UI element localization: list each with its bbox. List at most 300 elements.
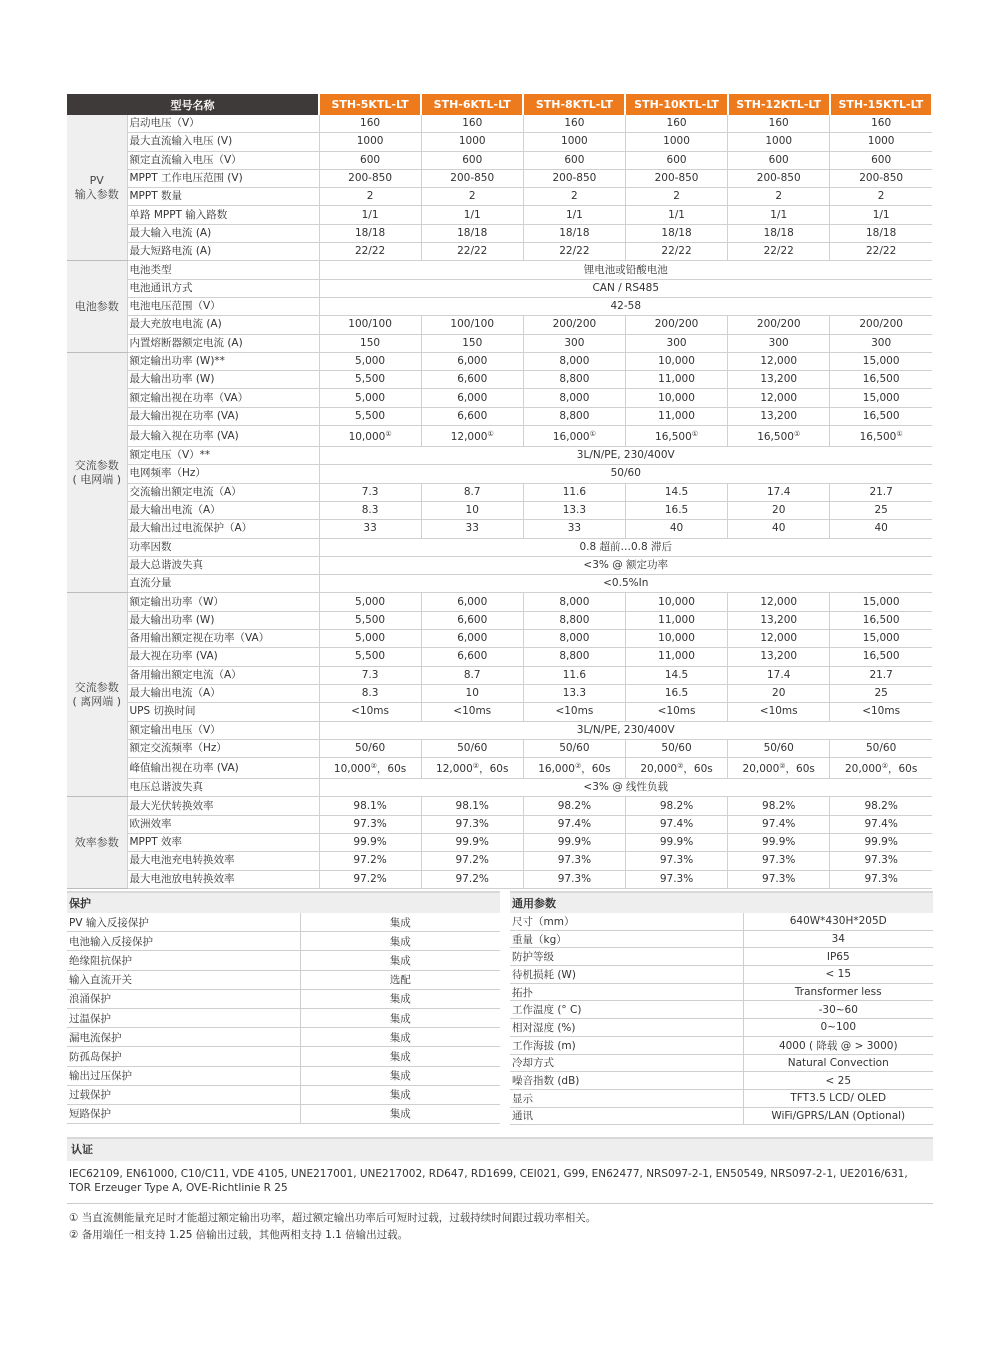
value-text: 5,500 <box>355 409 386 422</box>
group-title-line: 输入参数 <box>74 187 119 201</box>
footnote-marker: ② <box>574 762 582 771</box>
param-value <box>625 593 727 611</box>
param-value <box>728 684 830 702</box>
param-value <box>830 426 932 447</box>
general-label: 防护等级 <box>510 948 743 966</box>
value-text: 11,000 <box>658 373 695 386</box>
param-label: 最大总谐波失真 <box>127 556 319 574</box>
value-text: 5,000 <box>355 632 386 645</box>
value-text: 97.2% <box>353 854 387 867</box>
value-text: 40 <box>874 522 888 535</box>
value-text: 13.3 <box>562 504 587 517</box>
general-row <box>510 913 933 930</box>
param-value <box>421 115 523 133</box>
param-value <box>319 684 421 702</box>
protection-label: 防孤岛保护 <box>67 1047 300 1066</box>
param-value <box>319 870 421 888</box>
value-text: 10 <box>465 687 479 700</box>
param-value <box>523 352 625 370</box>
value-text: 160 <box>360 117 381 130</box>
footnote-marker: ② <box>370 762 377 771</box>
value-text: <10ms <box>555 705 594 718</box>
value-text: 16,500 <box>859 431 897 444</box>
value-text: 8,800 <box>559 650 590 663</box>
table-row <box>67 483 932 501</box>
table-row <box>67 389 932 407</box>
value-text: 300 <box>871 336 892 349</box>
value-text: 11,000 <box>658 613 695 626</box>
param-value <box>830 501 932 519</box>
param-label: 最大输出过电流保护（A） <box>127 520 319 538</box>
param-value <box>421 169 523 187</box>
param-value <box>728 797 830 815</box>
param-value-all: 3L/N/PE, 230/400V <box>319 447 932 465</box>
param-value <box>421 389 523 407</box>
param-value <box>625 169 727 187</box>
protection-value: 集成 <box>300 951 500 970</box>
value-text: 6,000 <box>457 632 488 645</box>
param-value <box>728 630 830 648</box>
value-text: 50/60 <box>866 741 897 754</box>
param-value <box>728 520 830 538</box>
param-value <box>728 833 830 851</box>
value-text: 21.7 <box>869 485 893 498</box>
value-text: 97.3% <box>762 854 796 867</box>
param-value <box>319 188 421 206</box>
value-suffix: ，60s <box>683 763 713 776</box>
general-value: -30~60 <box>743 1001 933 1019</box>
value-text: 22/22 <box>763 245 794 258</box>
param-value <box>421 151 523 169</box>
param-value <box>523 483 625 501</box>
value-text: 16,000 <box>552 431 590 444</box>
param-label: 备用输出额定视在功率（VA） <box>127 630 319 648</box>
protection-row <box>67 1028 500 1047</box>
param-value <box>830 758 932 779</box>
value-text: 300 <box>564 336 585 349</box>
group-title-line: 交流参数 <box>74 458 119 472</box>
protection-label: 短路保护 <box>67 1104 300 1123</box>
value-text: 1/1 <box>770 208 788 221</box>
value-text: 15,000 <box>862 355 900 367</box>
model-header: STH-12KTL-LT <box>728 94 830 115</box>
certification-text: IEC62109, EN61000, C10/C11, VDE 4105, UNE217001, UNE217002, RD647, RD1699, CEI021, G99, EN62477, NRS097-2-1, EN50549, NRS097-2-1, UE2016/631, TOR Erzeuger Type A, OVE-Richtlinie R 25 <box>69 1168 908 1194</box>
param-value <box>319 630 421 648</box>
value-text: 20,000 <box>742 763 780 776</box>
param-value <box>625 815 727 833</box>
protection-value: 集成 <box>300 1047 500 1066</box>
value-text: 17.4 <box>767 668 791 681</box>
param-value <box>625 334 727 352</box>
param-value <box>523 666 625 684</box>
param-value <box>728 352 830 370</box>
param-value <box>523 520 625 538</box>
value-text: 160 <box>666 117 687 130</box>
param-value <box>421 206 523 224</box>
value-text: 6,000 <box>457 595 488 608</box>
value-text: 10 <box>465 504 479 517</box>
param-value-all: CAN / RS485 <box>319 279 932 297</box>
protection-label: 输出过压保护 <box>67 1066 300 1085</box>
protection-label: 电池输入反接保护 <box>67 932 300 951</box>
param-value-all: <3% @ 额定功率 <box>319 556 932 574</box>
protection-value: 集成 <box>300 1008 500 1027</box>
spec-table <box>67 94 933 889</box>
param-value <box>421 758 523 779</box>
param-label: 单路 MPPT 输入路数 <box>127 206 319 224</box>
general-value: IP65 <box>743 948 933 966</box>
param-value <box>523 630 625 648</box>
group-label <box>67 352 127 593</box>
footnote-marker: ① <box>385 430 392 439</box>
value-suffix: ，60s <box>581 763 611 776</box>
param-value <box>523 797 625 815</box>
table-row <box>67 593 932 611</box>
general-row <box>510 1054 933 1072</box>
value-text: 16,500 <box>862 409 900 422</box>
value-text: 1/1 <box>463 208 481 221</box>
general-value: Transformer less <box>743 983 933 1001</box>
protection-row <box>67 932 500 951</box>
param-value <box>728 703 830 721</box>
param-value <box>728 758 830 779</box>
param-value <box>523 703 625 721</box>
param-label: 额定交流频率（Hz） <box>127 739 319 757</box>
value-suffix: ，60s <box>479 763 509 776</box>
value-text: 97.4% <box>659 817 694 830</box>
param-value <box>421 815 523 833</box>
param-value <box>625 206 727 224</box>
value-text: 15,000 <box>862 595 900 608</box>
value-text: 200-850 <box>859 172 904 185</box>
value-text: 97.2% <box>455 854 489 867</box>
value-text: 16,000 <box>538 763 575 776</box>
param-value <box>319 407 421 425</box>
param-value <box>625 870 727 888</box>
value-text: 1/1 <box>872 208 890 221</box>
param-value <box>319 151 421 169</box>
value-text: 97.3% <box>659 872 694 885</box>
param-label: UPS 切换时间 <box>127 703 319 721</box>
param-value <box>523 407 625 425</box>
value-text: 21.7 <box>869 668 893 681</box>
value-text: 600 <box>666 153 687 166</box>
param-value <box>421 501 523 519</box>
param-value <box>830 224 932 242</box>
param-value <box>319 389 421 407</box>
param-value <box>728 224 830 242</box>
param-value <box>728 371 830 389</box>
param-value <box>319 371 421 389</box>
param-value <box>625 352 727 370</box>
general-row <box>510 1001 933 1019</box>
param-label: 电池电压范围（V） <box>127 297 319 315</box>
value-text: 13,200 <box>760 409 798 422</box>
param-value <box>728 334 830 352</box>
value-text: 2 <box>877 190 885 203</box>
general-label: 待机损耗 (W) <box>510 966 743 984</box>
general-label: 噪音指数 (dB) <box>510 1072 743 1090</box>
param-value <box>319 501 421 519</box>
value-text: 160 <box>871 117 892 130</box>
value-suffix: ，60s <box>376 763 407 776</box>
value-text: 1/1 <box>668 208 685 221</box>
table-row <box>67 575 932 593</box>
param-value <box>830 666 932 684</box>
general-label: 拓扑 <box>510 983 743 1001</box>
param-value <box>421 133 523 151</box>
general-row <box>510 983 933 1001</box>
table-row <box>67 352 932 370</box>
value-text: 6,600 <box>457 373 488 386</box>
group-label <box>67 261 127 352</box>
param-value <box>319 758 421 779</box>
param-value <box>830 833 932 851</box>
param-value <box>523 833 625 851</box>
param-value-all: <3% @ 线性负载 <box>319 779 932 797</box>
value-text: 6,600 <box>457 613 488 626</box>
value-text: 200-850 <box>552 172 597 185</box>
param-value-all: 锂电池或铅酸电池 <box>319 261 932 279</box>
protection-row <box>67 951 500 970</box>
param-value <box>625 371 727 389</box>
protection-value: 集成 <box>300 932 500 951</box>
protection-row <box>67 913 500 932</box>
param-value <box>728 206 830 224</box>
value-text: 25 <box>874 504 888 517</box>
protection-label: 绝缘阻抗保护 <box>67 951 300 970</box>
model-header: STH-15KTL-LT <box>830 94 932 115</box>
general-title: 通用参数 <box>510 892 933 913</box>
value-text: 98.2% <box>762 799 796 812</box>
param-value <box>421 243 523 261</box>
param-value <box>625 188 727 206</box>
param-value <box>728 243 830 261</box>
param-value <box>319 852 421 870</box>
param-value <box>830 483 932 501</box>
table-row <box>67 870 932 888</box>
param-value <box>830 133 932 151</box>
param-value <box>830 797 932 815</box>
value-text: 97.3% <box>557 854 592 867</box>
general-label: 通讯 <box>510 1107 743 1125</box>
value-text: 99.9% <box>557 836 592 849</box>
value-text: 18/18 <box>354 226 386 239</box>
param-value <box>319 483 421 501</box>
param-value <box>421 797 523 815</box>
protection-label: 输入直流开关 <box>67 970 300 989</box>
general-value: 640W*430H*205D <box>743 913 933 930</box>
protection-value: 集成 <box>300 1028 500 1047</box>
value-text: 8,000 <box>559 632 590 645</box>
param-value <box>421 483 523 501</box>
value-text: 200/200 <box>654 318 699 331</box>
param-value <box>421 188 523 206</box>
value-text: 97.2% <box>353 872 387 885</box>
value-text: 6,000 <box>457 355 488 367</box>
general-row <box>510 948 933 966</box>
param-value <box>625 501 727 519</box>
table-row <box>67 206 932 224</box>
value-text: 20 <box>772 687 786 700</box>
value-text: 5,000 <box>355 355 386 367</box>
param-label: 交流输出额定电流（A） <box>127 483 319 501</box>
value-text: 200-850 <box>450 172 495 185</box>
group-title-line: 效率参数 <box>74 835 119 849</box>
param-value <box>728 188 830 206</box>
param-value <box>523 389 625 407</box>
param-value <box>625 151 727 169</box>
param-label: MPPT 工作电压范围 (V) <box>127 169 319 187</box>
value-text: 200/200 <box>552 318 597 331</box>
param-value <box>319 224 421 242</box>
param-value <box>625 666 727 684</box>
param-value <box>523 593 625 611</box>
param-label: 最大短路电流 (A) <box>127 243 319 261</box>
value-text: 98.1% <box>455 799 489 812</box>
param-value-all: 50/60 <box>319 465 932 483</box>
table-row <box>67 648 932 666</box>
spec-header-row <box>67 94 932 115</box>
param-value <box>421 630 523 648</box>
param-value <box>319 648 421 666</box>
protection-value: 集成 <box>300 1104 500 1123</box>
value-text: 25 <box>874 687 888 700</box>
value-text: 50/60 <box>661 741 692 754</box>
general-value: 4000 ( 降载 @ > 3000) <box>743 1036 933 1054</box>
param-value <box>728 666 830 684</box>
param-label: 最大输入电流 (A) <box>127 224 319 242</box>
protection-value: 集成 <box>300 1066 500 1085</box>
protection-row <box>67 1047 500 1066</box>
value-text: 12,000 <box>450 431 488 444</box>
param-value <box>625 611 727 629</box>
value-text: 22/22 <box>661 245 692 258</box>
value-text: 200/200 <box>756 318 801 331</box>
table-row <box>67 465 932 483</box>
general-label: 显示 <box>510 1089 743 1107</box>
group-title-line: 电池参数 <box>74 299 119 313</box>
group-label <box>67 593 127 797</box>
param-value <box>728 407 830 425</box>
value-text: 200-850 <box>756 172 801 185</box>
protection-label: PV 输入反接保护 <box>67 913 300 932</box>
param-value <box>523 206 625 224</box>
param-value <box>523 815 625 833</box>
general-label: 尺寸（mm） <box>510 913 743 930</box>
value-text: 18/18 <box>559 226 590 239</box>
value-text: 98.1% <box>353 799 387 812</box>
param-value <box>523 243 625 261</box>
param-value <box>830 151 932 169</box>
footnote-marker: ② <box>881 762 888 771</box>
value-text: 2 <box>468 190 476 203</box>
param-value <box>830 389 932 407</box>
value-text: <10ms <box>759 705 798 718</box>
param-value <box>625 243 727 261</box>
value-text: 97.2% <box>455 872 489 885</box>
value-text: 6,600 <box>457 409 488 422</box>
table-row <box>67 334 932 352</box>
group-label <box>67 115 127 261</box>
param-value <box>830 316 932 334</box>
value-text: 12,000 <box>760 595 798 608</box>
param-label: 额定输出功率（W） <box>127 593 319 611</box>
value-text: 33 <box>465 522 479 535</box>
param-value <box>421 684 523 702</box>
param-value <box>523 648 625 666</box>
param-value <box>625 684 727 702</box>
param-value <box>523 334 625 352</box>
value-text: 1/1 <box>565 208 583 221</box>
value-text: 1000 <box>663 135 690 148</box>
param-value <box>523 115 625 133</box>
param-value <box>625 115 727 133</box>
value-text: <10ms <box>453 705 492 718</box>
value-text: 99.9% <box>762 836 796 849</box>
footnote-1: ① 当直流侧能量充足时才能超过额定输出功率，超过额定输出功率后可短时过载，过载持续时间跟过载功率相关。 <box>69 1212 597 1224</box>
param-value <box>319 352 421 370</box>
value-text: 10,000 <box>658 595 695 608</box>
value-text: 150 <box>360 336 381 349</box>
param-label: 峰值输出视在功率 (VA) <box>127 758 319 779</box>
protection-row <box>67 1008 500 1027</box>
protection-label: 漏电流保护 <box>67 1028 300 1047</box>
param-value <box>625 797 727 815</box>
param-label: MPPT 数量 <box>127 188 319 206</box>
value-text: 97.4% <box>557 817 592 830</box>
value-text: 13,200 <box>760 613 798 626</box>
value-text: 150 <box>462 336 483 349</box>
value-text: 8.3 <box>361 687 379 700</box>
value-text: 600 <box>768 153 789 166</box>
value-text: 6,600 <box>457 650 488 663</box>
param-value <box>728 593 830 611</box>
param-label: 最大输出功率 (W) <box>127 611 319 629</box>
general-value: 0~100 <box>743 1019 933 1037</box>
value-text: 15,000 <box>862 391 900 404</box>
param-value <box>830 520 932 538</box>
param-value <box>421 334 523 352</box>
general-row <box>510 1019 933 1037</box>
param-value <box>728 815 830 833</box>
param-value <box>830 169 932 187</box>
value-text: 20,000 <box>640 763 678 776</box>
value-text: 22/22 <box>866 245 897 258</box>
param-value <box>728 133 830 151</box>
certification-title: 认证 <box>67 1137 933 1161</box>
param-value <box>830 703 932 721</box>
group-title-line: 交流参数 <box>74 680 119 694</box>
value-text: 16,500 <box>862 613 900 626</box>
value-text: <10ms <box>657 705 696 718</box>
protection-title: 保护 <box>67 892 500 913</box>
value-text: 7.3 <box>361 485 379 498</box>
general-row <box>510 1072 933 1090</box>
param-label: 最大输出功率 (W) <box>127 371 319 389</box>
value-text: 33 <box>363 522 377 535</box>
general-value: 34 <box>743 930 933 948</box>
group-title-line: ( 离网端 ) <box>72 694 122 708</box>
param-value <box>523 151 625 169</box>
value-text: 98.2% <box>557 799 592 812</box>
value-text: <10ms <box>862 705 901 718</box>
value-text: 99.9% <box>455 836 489 849</box>
param-label: 电池类型 <box>127 261 319 279</box>
param-value <box>728 169 830 187</box>
param-value <box>421 316 523 334</box>
value-text: 16.5 <box>664 687 689 700</box>
